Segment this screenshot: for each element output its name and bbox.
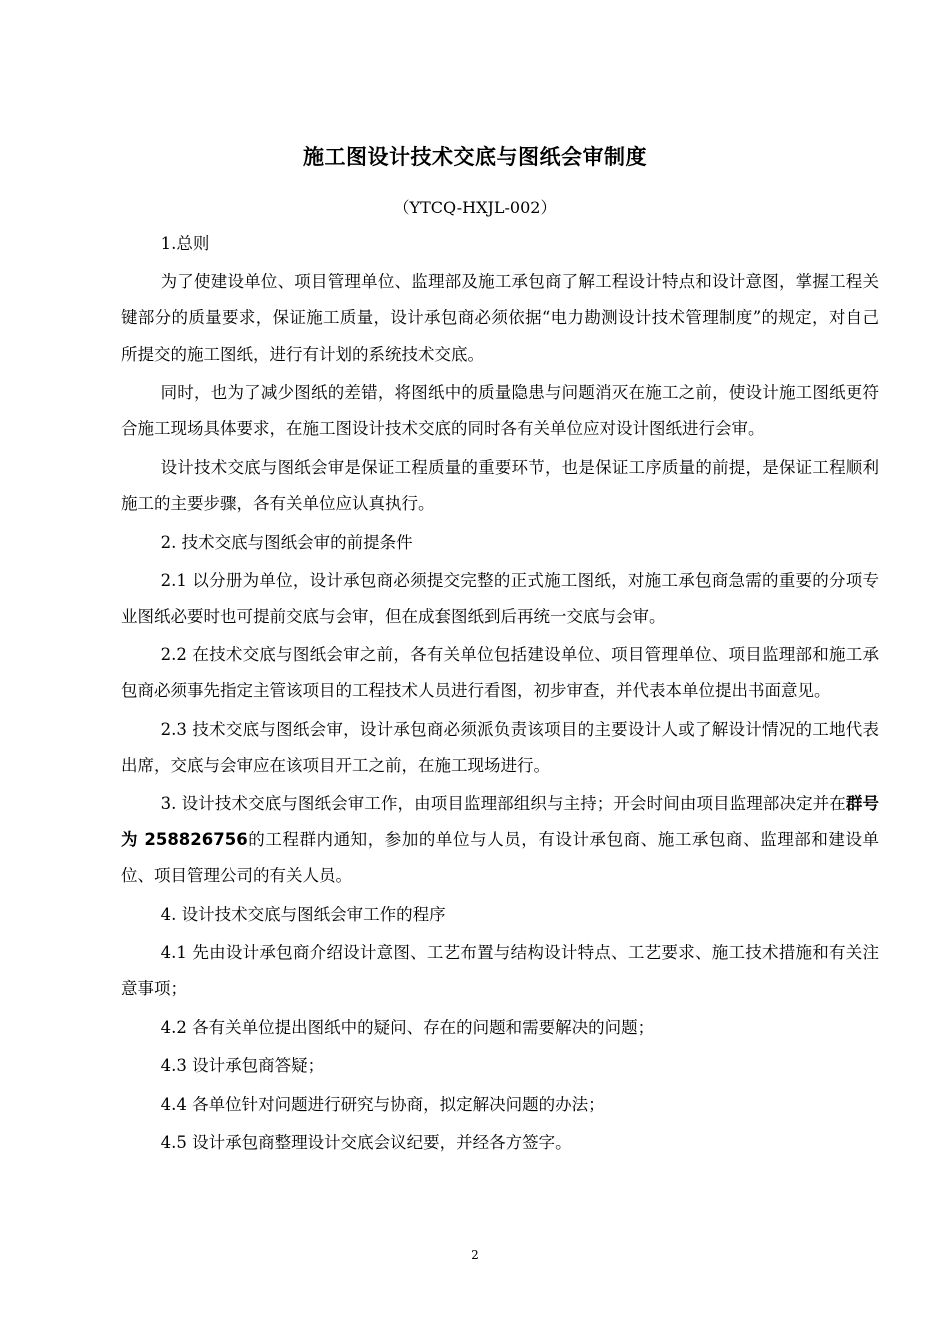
section-3-text-after: 的工程群内通知，参加的单位与人员，有设计承包商、施工承包商、监理部和建设单位、项目管理公司的有关人员。 (121, 830, 880, 886)
section-1-paragraph-3: 设计技术交底与图纸会审是保证工程质量的重要环节，也是保证工序质量的前提，是保证工程顺利施工的主要步骤，各有关单位应认真执行。 (121, 458, 879, 514)
section-2-heading: 2. 技术交底与图纸会审的前提条件 (160, 532, 413, 552)
section-1-heading: 1.总则 (160, 234, 210, 253)
section-1-paragraph-1: 为了使建设单位、项目管理单位、监理部及施工承包商了解工程设计特点和设计意图，掌握工程关键部分的质量要求，保证施工质量，设计承包商必须依据“电力勘测设计技术管理制度”的规定，对自己所提交的施工图纸，进行有计划的系统技术交底。 (121, 272, 879, 364)
section-4-2: 4.2 各有关单位提出图纸中的疑问、存在的问题和需要解决的问题； (160, 1018, 655, 1038)
section-1-paragraph-2: 同时，也为了减少图纸的差错，将图纸中的质量隐患与问题消灭在施工之前，使设计施工图纸更符合施工现场具体要求，在施工图设计技术交底的同时各有关单位应对设计图纸进行会审。 (121, 382, 879, 439)
page-number: 2 (471, 1248, 479, 1262)
section-2-3: 2.3 技术交底与图纸会审，设计承包商必须派负责该项目的主要设计人或了解设计情况的工地代表出席，交底与会审应在该项目开工之前，在施工现场进行。 (121, 719, 879, 775)
section-4-5: 4.5 设计承包商整理设计交底会议纪要，并经各方签字。 (160, 1132, 572, 1152)
section-3-text-before: 3. 设计技术交底与图纸会审工作，由项目监理部组织与主持；开会时间由项目监理部决定并在 (160, 794, 846, 814)
section-4-4: 4.4 各单位针对问题进行研究与协商，拟定解决问题的办法； (160, 1094, 605, 1114)
section-4-3: 4.3 设计承包商答疑； (160, 1056, 325, 1076)
section-2-2: 2.2 在技术交底与图纸会审之前，各有关单位包括建设单位、项目管理单位、项目监理部和施工承包商必须事先指定主管该项目的工程技术人员进行看图，初步审查，并代表本单位提出书面意见。 (121, 645, 879, 701)
section-3-paragraph (121, 786, 879, 895)
document-title: 施工图设计技术交底与图纸会审制度 (303, 145, 647, 169)
section-2-1: 2.1 以分册为单位，设计承包商必须提交完整的正式施工图纸，对施工承包商急需的重要的分项专业图纸必要时也可提前交底与会审，但在成套图纸到后再统一交底与会审。 (121, 570, 879, 627)
document-code: （YTCQ-HXJL-002） (393, 198, 557, 217)
section-4-1: 4.1 先由设计承包商介绍设计意图、工艺布置与结构设计特点、工艺要求、施工技术措施和有关注意事项； (121, 942, 879, 999)
section-4-heading: 4. 设计技术交底与图纸会审工作的程序 (160, 904, 446, 924)
document-body (121, 226, 879, 1161)
group-number-highlight: 群号为 258826756 (121, 794, 879, 850)
